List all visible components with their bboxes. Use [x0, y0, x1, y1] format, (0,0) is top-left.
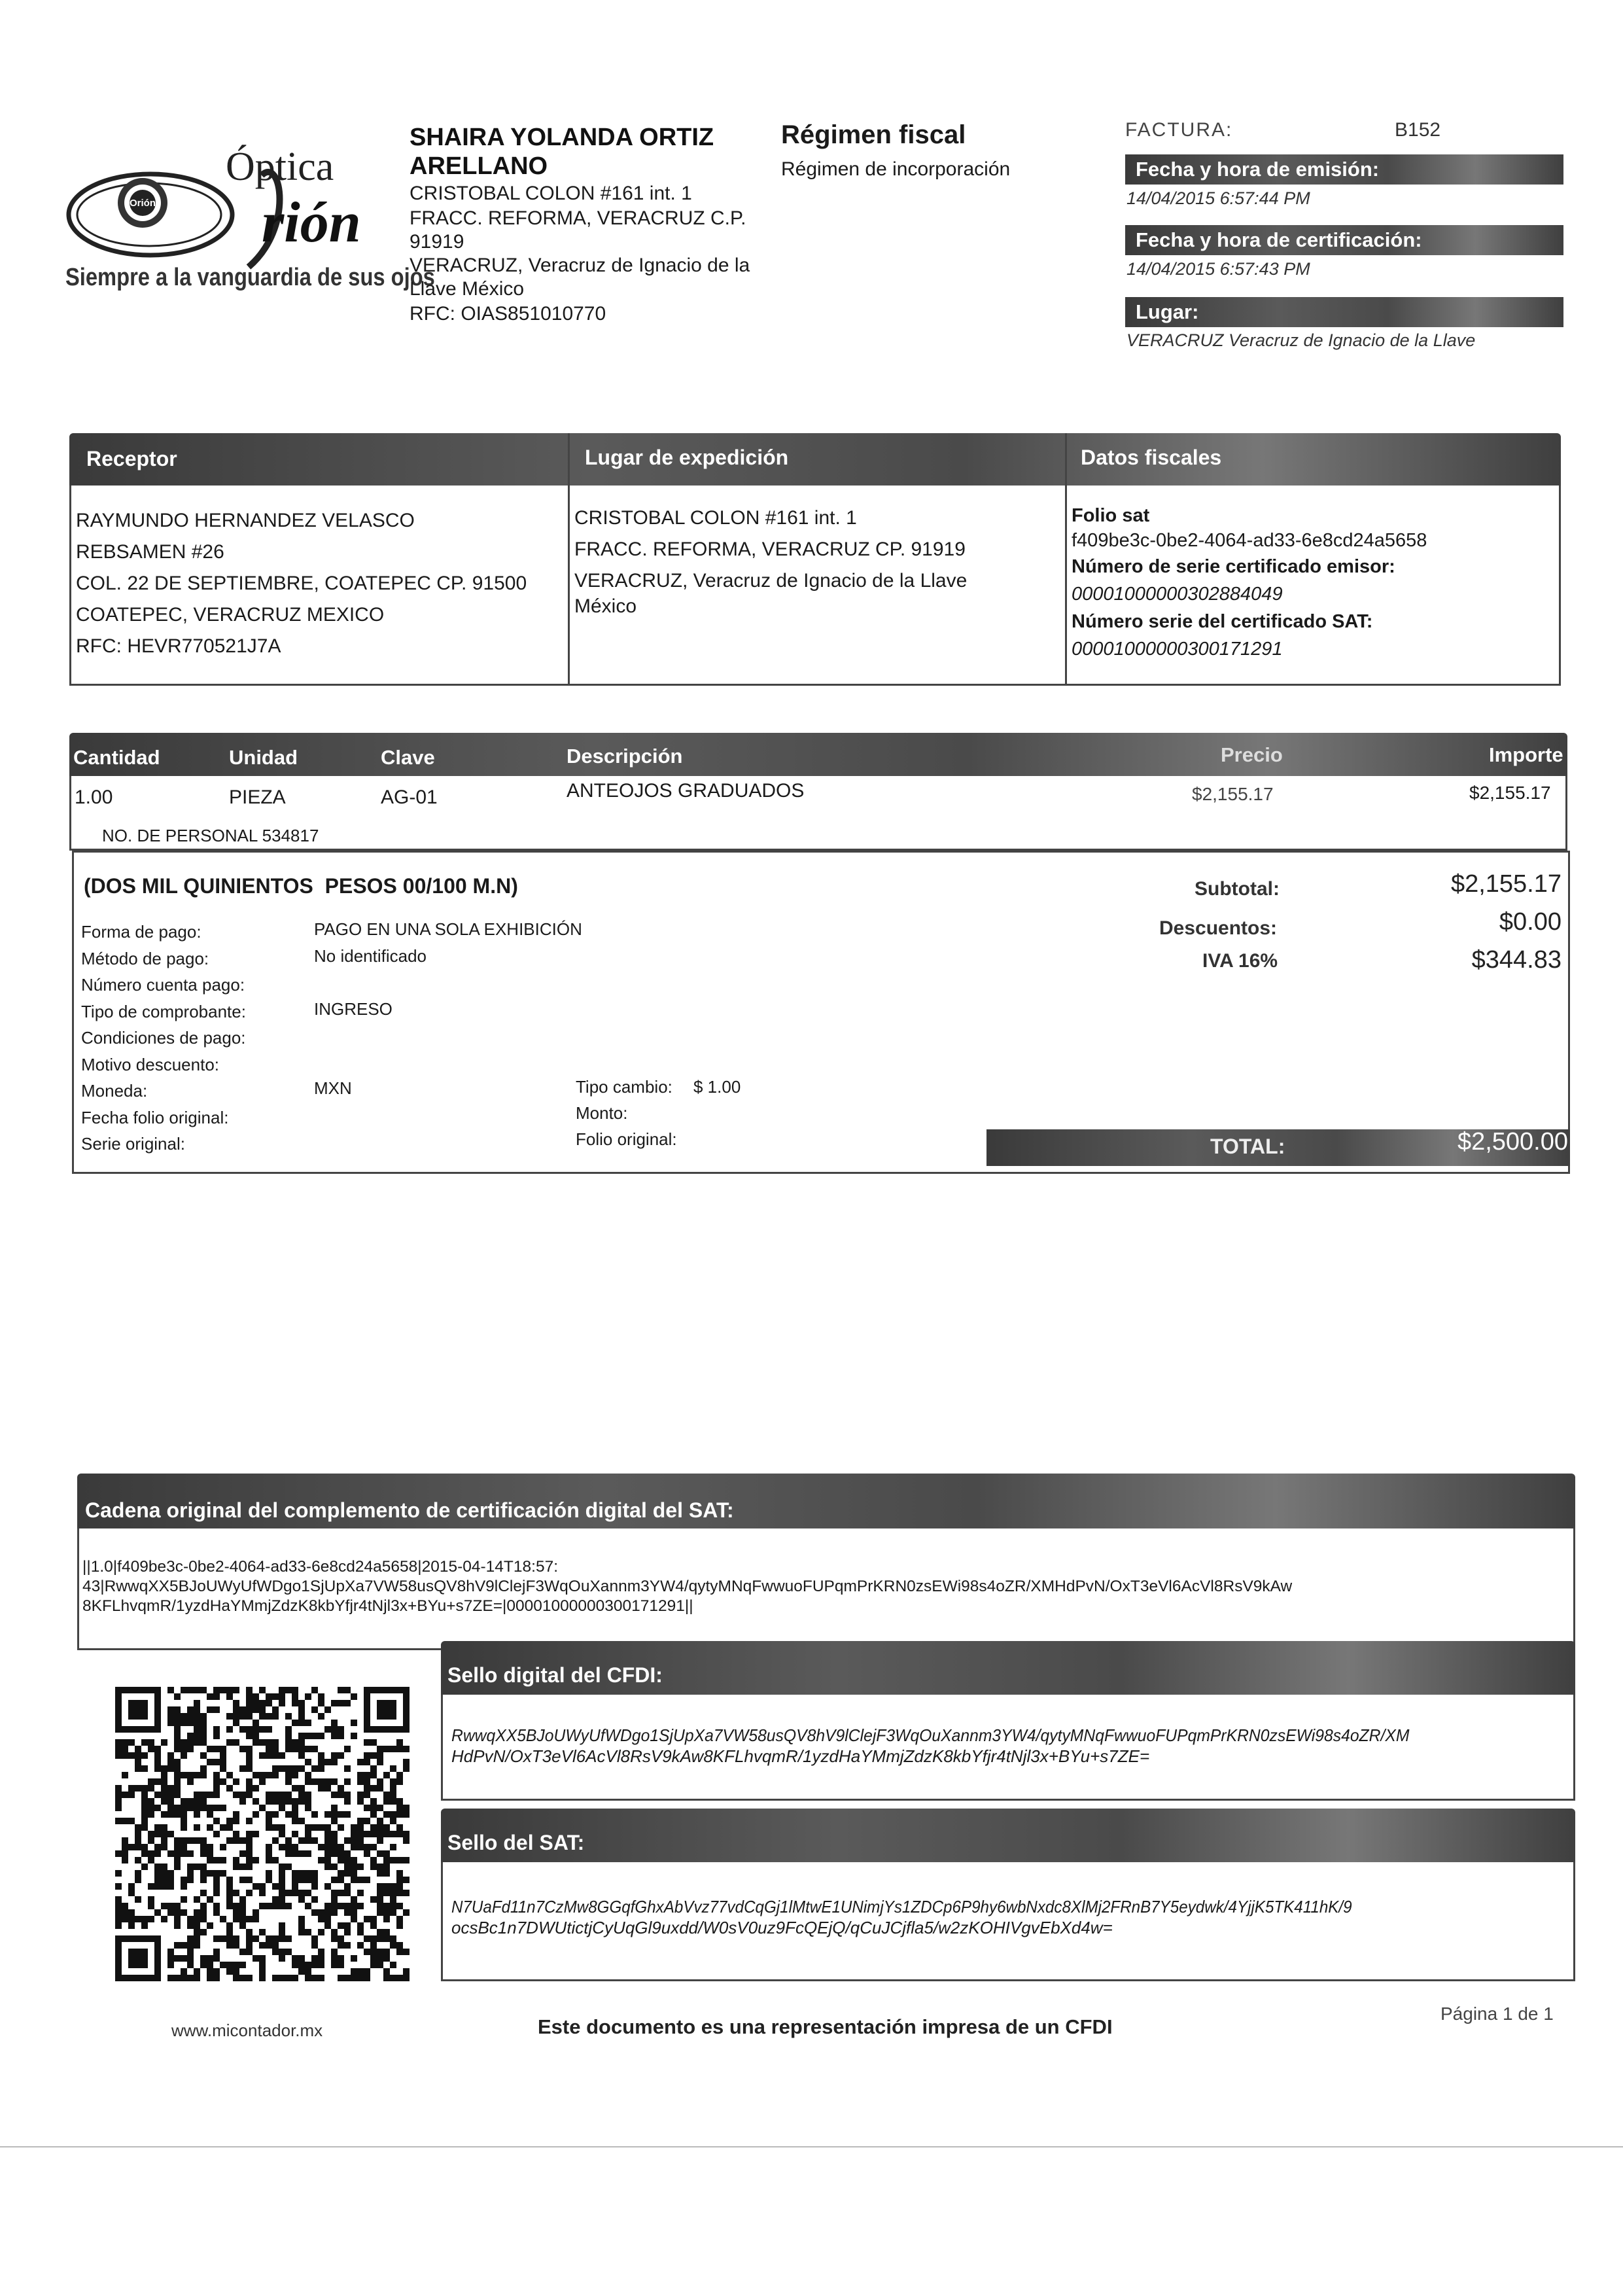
- parties-divider-1: [568, 433, 570, 686]
- header-cantidad: Cantidad: [73, 746, 160, 769]
- serie-sat-value: 00001000000300171291: [1072, 639, 1283, 660]
- footer-website: www.micontador.mx: [171, 2021, 323, 2040]
- footer-page: Página 1 de 1: [1440, 2004, 1554, 2024]
- field-label: Fecha folio original:: [81, 1107, 229, 1127]
- folio-sat-label: Folio sat: [1072, 505, 1150, 526]
- logo-brand-top: Óptica: [226, 145, 334, 189]
- sello-sat-header: Sello del SAT:: [447, 1831, 585, 1854]
- header-descripcion: Descripción: [567, 745, 683, 768]
- emission-label: Fecha y hora de emisión:: [1125, 154, 1563, 185]
- regime-title: Régimen fiscal: [781, 120, 966, 149]
- issuer-address-3: VERACRUZ, Veracruz de Ignacio de la Llave México: [410, 255, 750, 300]
- sello-cfdi-line: RwwqXX5BJoUWyUfWDgo1SjUpXa7VW58usQV8hV9lClejF3WqOuXannm3YW4/qytyMNqFwwuoFUPqmPrKRN0zsEWi98s4oZR/XM: [451, 1725, 1410, 1745]
- issuer-block: [410, 123, 776, 327]
- subtotal-label: Subtotal:: [1195, 878, 1280, 900]
- field-value: [314, 1128, 582, 1155]
- folio-original-label: Folio original:: [576, 1129, 677, 1149]
- header-precio: Precio: [1221, 743, 1283, 766]
- summary-labels: [81, 919, 246, 1157]
- receptor-line: RAYMUNDO HERNANDEZ VELASCO: [76, 510, 415, 531]
- parties-header: [69, 433, 1561, 486]
- logo-tagline: Siempre a la vanguardia de sus ojos: [65, 264, 435, 291]
- sello-sat-text: [451, 1896, 1570, 1938]
- expedition-lines: [574, 503, 1058, 616]
- descuentos-value: $0.00: [1499, 908, 1562, 936]
- parties-divider-2: [1065, 433, 1067, 686]
- total-label: TOTAL:: [1210, 1135, 1285, 1158]
- sello-cfdi-text: [451, 1725, 1570, 1767]
- certification-value: 14/04/2015 6:57:43 PM: [1126, 259, 1310, 279]
- receptor-line: COL. 22 DE SEPTIEMBRE, COATEPEC CP. 91500: [76, 573, 527, 594]
- folio-sat-value: f409be3c-0be2-4064-ad33-6e8cd24a5658: [1072, 530, 1427, 551]
- receptor-line: COATEPEC, VERACRUZ MEXICO: [76, 604, 385, 626]
- qr-code-icon: [115, 1687, 410, 1981]
- field-value: INGRESO: [314, 998, 393, 1019]
- cadena-header: Cadena original del complemento de certificación digital del SAT:: [85, 1498, 734, 1522]
- serie-emisor-value: 00001000000302884049: [1072, 584, 1283, 605]
- row-importe: $2,155.17: [1469, 783, 1551, 803]
- row-clave: AG-01: [381, 786, 438, 808]
- monto-label: Monto:: [576, 1103, 628, 1123]
- field-label: Condiciones de pago:: [81, 1028, 246, 1048]
- field-value: PAGO EN UNA SOLA EXHIBICIÓN: [314, 919, 582, 939]
- cadena-text: [82, 1557, 1574, 1616]
- qr-code: [115, 1687, 410, 1981]
- footer-notice: Este documento es una representación impresa de un CFDI: [538, 2015, 1113, 2038]
- summary-values: [314, 916, 582, 1155]
- field-value: [314, 1022, 582, 1049]
- place-label: Lugar:: [1125, 297, 1563, 327]
- sello-cfdi-header: Sello digital del CFDI:: [447, 1663, 663, 1687]
- expedition-line: VERACRUZ, Veracruz de Ignacio de la Llave: [574, 570, 968, 592]
- serie-sat-label: Número serie del certificado SAT:: [1072, 611, 1373, 632]
- logo-badge: Orión: [130, 198, 156, 209]
- issuer-rfc: RFC: OIAS851010770: [410, 303, 606, 325]
- expedition-line: CRISTOBAL COLON #161 int. 1: [574, 507, 857, 529]
- sello-sat-header-bar: [441, 1809, 1575, 1862]
- field-label: Número cuenta pago:: [81, 975, 245, 995]
- total-value: $2,500.00: [1457, 1128, 1568, 1156]
- row-precio: $2,155.17: [1192, 784, 1274, 804]
- expedition-header: Lugar de expedición: [585, 446, 789, 469]
- sello-sat-line: ocsBc1n7DWUtictjCyUqGl9uxdd/W0sV0uz9FcQEjQ/qCuJCjfla5/w2zKOHIVgvEbXd4w=: [451, 1918, 1113, 1937]
- row-cantidad: 1.00: [75, 786, 113, 808]
- receptor-lines: [76, 505, 527, 662]
- summary-box: [72, 851, 1570, 1174]
- fiscal-header: Datos fiscales: [1081, 446, 1222, 469]
- regime-value: Régimen de incorporación: [781, 158, 1011, 180]
- place-value: VERACRUZ Veracruz de Ignacio de la Llave: [1126, 330, 1476, 350]
- field-label: Serie original:: [81, 1134, 185, 1154]
- serie-emisor-label: Número de serie certificado emisor:: [1072, 556, 1395, 577]
- field-value: MXN: [314, 1078, 352, 1098]
- subtotal-value: $2,155.17: [1450, 870, 1562, 898]
- field-label: Método de pago:: [81, 948, 209, 968]
- field-label: Tipo de comprobante:: [81, 1001, 246, 1021]
- issuer-address-1: CRISTOBAL COLON #161 int. 1: [410, 183, 692, 204]
- row-unidad: PIEZA: [229, 786, 286, 808]
- certification-label: Fecha y hora de certificación:: [1125, 225, 1563, 255]
- iva-label: IVA 16%: [1202, 950, 1278, 972]
- tipo-cambio-value: $ 1.00: [693, 1077, 741, 1097]
- cadena-line: 43|RwwqXX5BJoUWyUfWDgo1SjUpXa7VW58usQV8hV9lClejF3WqOuXannm3YW4/qytyMNqFwwuoFUPqmPrKRN0zsEWi98s4oZR/XMHdPvN/OxT3eVl6AcVl8RsV9kAw: [82, 1578, 1293, 1595]
- field-label: Moneda:: [81, 1081, 148, 1101]
- factura-number: B152: [1395, 119, 1441, 141]
- header-clave: Clave: [381, 746, 435, 769]
- issuer-name: SHAIRA YOLANDA ORTIZ ARELLANO: [410, 124, 714, 180]
- cadena-line: ||1.0|f409be3c-0be2-4064-ad33-6e8cd24a5658|2015-04-14T18:57:: [82, 1558, 559, 1576]
- sello-cfdi-line: HdPvN/OxT3eVl6AcVl8RsV9kAw8KFLhvqmR/1yzdHaYMmjZdzK8kbYfjr4tNjl3x+BYu+s7ZE=: [451, 1746, 1150, 1766]
- iva-value: $344.83: [1471, 946, 1562, 974]
- expedition-line: México: [574, 595, 637, 617]
- factura-label: FACTURA:: [1125, 119, 1233, 141]
- field-value: [314, 969, 582, 996]
- expedition-line: FRACC. REFORMA, VERACRUZ CP. 91919: [574, 539, 966, 560]
- descuentos-label: Descuentos:: [1159, 917, 1278, 939]
- fiscal-data: [1072, 503, 1556, 662]
- tipo-cambio-label: Tipo cambio:: [576, 1077, 672, 1097]
- cadena-line: 8KFLhvqmR/1yzdHaYMmjZdzK8kbYfjr4tNjl3x+BYu+s7ZE=|00001000000300171291||: [82, 1597, 693, 1615]
- row-note: NO. DE PERSONAL 534817: [102, 826, 319, 845]
- page-bottom-rule: [0, 2146, 1623, 2147]
- header-unidad: Unidad: [229, 746, 298, 769]
- receptor-line: RFC: HEVR770521J7A: [76, 635, 281, 657]
- sello-sat-line: N7UaFd11n7CzMw8GGqfGhxAbVvz77vdCqGj1lMtwE1UNimjYs1ZDCp6P9hy6wbNxdc8XlMj2FRnB7Y5eydwk/4YjjK5TK411hK/9: [451, 1897, 1352, 1916]
- company-logo: [65, 145, 435, 306]
- header-importe: Importe: [1489, 743, 1563, 766]
- emission-value: 14/04/2015 6:57:44 PM: [1126, 188, 1310, 208]
- field-value: [314, 1102, 582, 1129]
- field-label: Forma de pago:: [81, 922, 201, 942]
- field-label: Motivo descuento:: [81, 1054, 220, 1074]
- issuer-address-2: FRACC. REFORMA, VERACRUZ C.P. 91919: [410, 207, 746, 253]
- amount-words: (DOS MIL QUINIENTOS PESOS 00/100 M.N): [84, 874, 518, 898]
- receptor-line: REBSAMEN #26: [76, 541, 224, 563]
- field-value: No identificado: [314, 945, 427, 966]
- logo-brand-main: rión: [262, 191, 361, 255]
- row-descripcion: ANTEOJOS GRADUADOS: [567, 780, 805, 802]
- receptor-header: Receptor: [86, 447, 177, 470]
- field-value: [314, 1049, 582, 1076]
